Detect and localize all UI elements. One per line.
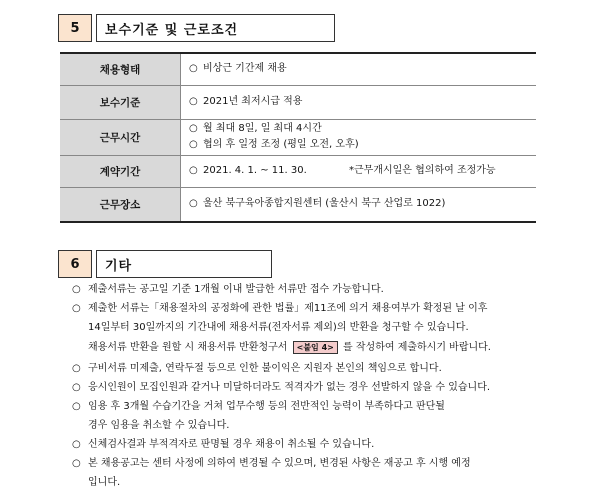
row-label-hours: 근무시간 bbox=[60, 119, 181, 155]
list-item-continuation: 14일부터 30일까지의 기간내에 채용서류(전자서류 제외)의 반환을 청구할 수 있습니다. bbox=[88, 322, 469, 333]
list-item-continuation: 경우 임용을 취소할 수 있습니다. bbox=[88, 420, 230, 431]
section6-title: 기타 bbox=[96, 250, 272, 278]
list-item: ○ 본 채용공고는 센터 사정에 의하여 변경될 수 있으며, 변경된 사항은 재공고 후 시행 예정 bbox=[72, 458, 471, 469]
row-value: ○ 2021. 4. 1. ~ 11. 30. *근무개시일은 협의하여 조정가능 bbox=[181, 155, 537, 187]
row-label-pay: 보수기준 bbox=[60, 85, 181, 119]
list-item: ○ 신체검사결과 부적격자로 판명될 경우 채용이 취소될 수 있습니다. bbox=[72, 439, 375, 450]
row-label-workplace: 근무장소 bbox=[60, 187, 181, 222]
contract-note: *근무개시일은 협의하여 조정가능 bbox=[349, 165, 496, 176]
table-row bbox=[60, 187, 536, 222]
section6-header bbox=[58, 250, 272, 278]
section5-title: 보수기준 및 근로조건 bbox=[96, 14, 335, 42]
row-value: ○ 월 최대 8일, 일 최대 4시간 ○ 협의 후 일정 조정 (평일 오전, 오후) bbox=[181, 119, 537, 155]
list-item-continuation: 입니다. bbox=[88, 477, 121, 488]
section6-number: 6 bbox=[58, 250, 92, 278]
list-item: ○ 제출한 서류는「채용절차의 공정화에 관한 법률」제11조에 의거 채용여부가 확정된 날 이후 bbox=[72, 303, 488, 314]
conditions-table bbox=[60, 52, 536, 223]
list-item: ○ 제출서류는 공고일 기준 1개월 이내 발급한 서류만 접수 가능합니다. bbox=[72, 284, 384, 295]
attachment-badge: <붙임 4> bbox=[293, 341, 338, 354]
list-item: ○ 구비서류 미제출, 연락두절 등으로 인한 불이익은 지원자 본인의 책임으로 합니다. bbox=[72, 363, 442, 374]
list-item: ○ 응시인원이 모집인원과 같거나 미달하더라도 적격자가 없는 경우 선발하지 않을 수 있습니다. bbox=[72, 382, 491, 393]
section5-number: 5 bbox=[58, 14, 92, 42]
notes-list bbox=[72, 280, 542, 492]
table-row bbox=[60, 53, 536, 85]
row-label-employment-type: 채용형태 bbox=[60, 53, 181, 85]
list-item-continuation: 채용서류 반환을 원할 시 채용서류 반환청구서 <붙임 4> 를 작성하여 제출하시기 바랍니다. bbox=[88, 342, 491, 353]
row-value: ○ 비상근 기간제 채용 bbox=[181, 53, 537, 85]
row-label-contract-period: 계약기간 bbox=[60, 155, 181, 187]
table-row bbox=[60, 155, 536, 187]
section5-header bbox=[58, 14, 335, 42]
row-value: ○ 2021년 최저시급 적용 bbox=[181, 85, 537, 119]
table-row bbox=[60, 85, 536, 119]
row-value: ○ 울산 북구육아종합지원센터 (울산시 북구 산업로 1022) bbox=[181, 187, 537, 222]
list-item: ○ 임용 후 3개월 수습기간을 거쳐 업무수행 등의 전반적인 능력이 부족하다고 판단될 bbox=[72, 401, 445, 412]
table-row bbox=[60, 119, 536, 155]
